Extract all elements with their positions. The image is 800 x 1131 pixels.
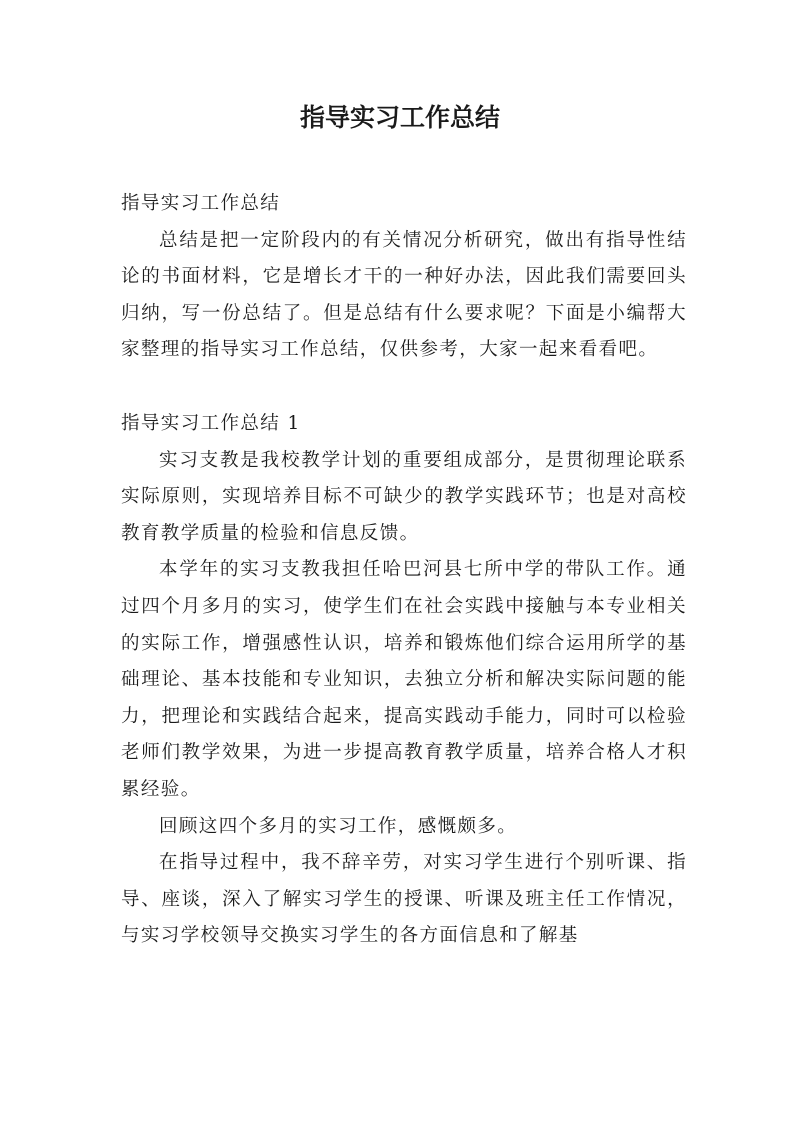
section1-paragraph: 实习支教是我校教学计划的重要组成部分，是贯彻理论联系实际原则，实现培养目标不可缺少的教学实践环节；也是对高校教育教学质量的检验和信息反馈。 (121, 449, 687, 544)
intro-heading: 指导实习工作总结 (121, 193, 281, 214)
intro-paragraph: 总结是把一定阶段内的有关情况分析研究，做出有指导性结论的书面材料，它是增长才干的一种好办法，因此我们需要回头归纳，写一份总结了。但是总结有什么要求呢？下面是小编帮大家整理的指导实习工作总结，仅供参考，大家一起来看看吧。 (121, 229, 687, 361)
section1-paragraph: 回顾这四个多月的实习工作，感慨颇多。 (159, 815, 518, 837)
document-title: 指导实习工作总结 (299, 103, 500, 132)
section1-paragraph: 在指导过程中，我不辞辛劳，对实习学生进行个别听课、指导、座谈，深入了解实习学生的授课、听课及班主任工作情况，与实习学校领导交换实习学生的各方面信息和了解基 (121, 852, 687, 947)
section-spacer (121, 369, 687, 406)
section1-paragraph: 本学年的实习支教我担任哈巴河县七所中学的带队工作。通过四个月多月的实习，使学生们在社会实践中接触与本专业相关的实际工作，增强感性认识，培养和锻炼他们综合运用所学的基础理论、基本技能和专业知识，去独立分析和解决实际问题的能力，把理论和实践结合起来，提高实践动手能力，同时可以检验老师们教学效果，为进一步提高教育教学质量，培养合格人才积累经验。 (121, 559, 687, 800)
document-body (121, 186, 687, 955)
section1-heading: 指导实习工作总结 1 (121, 412, 301, 434)
